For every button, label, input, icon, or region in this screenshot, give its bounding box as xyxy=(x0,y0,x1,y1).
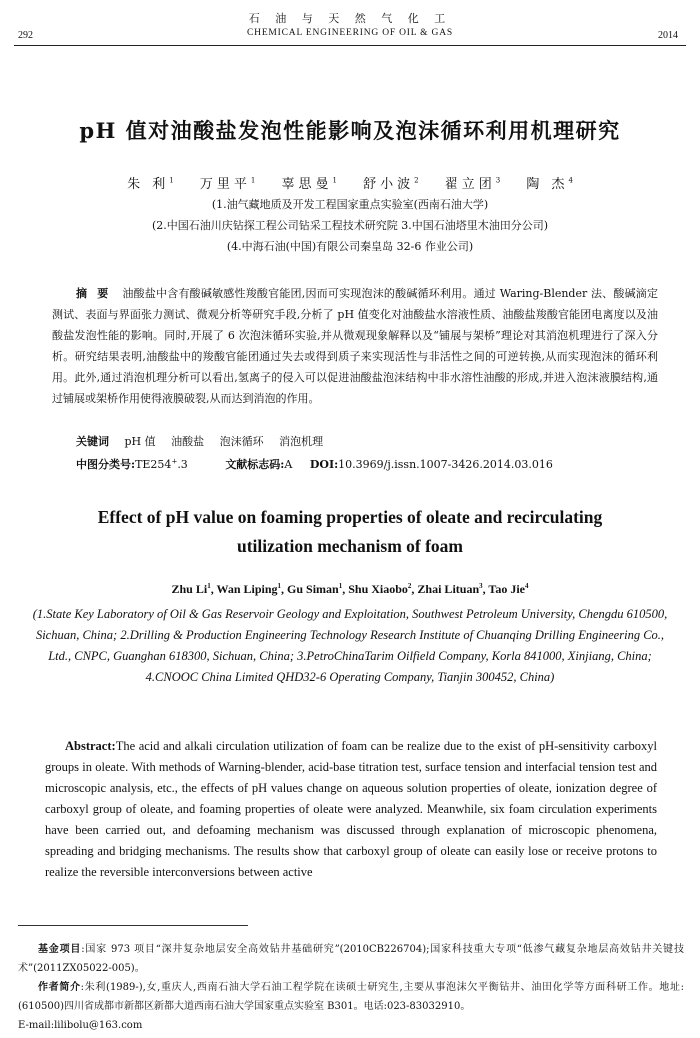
abstract-cn-label: 摘要 xyxy=(76,287,119,300)
clc-suffix: .3 xyxy=(177,458,188,471)
title-cn: pH 值对油酸盐发泡性能影响及泡沫循环利用机理研究 xyxy=(79,118,621,143)
title-en xyxy=(0,503,700,561)
title-en-line-2: utilization mechanism of foam xyxy=(236,536,464,556)
keyword: pH 值 xyxy=(124,435,156,448)
author-en: Gu Siman$^1$ xyxy=(287,582,343,596)
abstract-cn-text: 油酸盐中含有酸碱敏感性羧酸官能团,因而可实现泡沫的酸碱循环利用。通过 Waring-Blender 法、酸碱滴定测试、表面与界面张力测试、微观分析等研究手段,分析了 pH 值变化对油酸盐水溶液性质、油酸盐羧酸官能团电离度以及油酸盐发泡性能的影响。同时,开展了 6 次泡沫循环实验,并从微观现象解释以及“铺展与架桥”理论对其消泡机理进行了深入分析。研究结果表明,油酸盐中的羧酸官能团通过失去或得到质子来实现活性与非活性之间的可逆转换,从而实现泡沫的循环利用。此外,通过消泡机理分析可以看出,氢离子的侵入可以促进油酸盐泡沫结构中非水溶性油酸的形成,并进入泡沫液膜结构,通过铺展或架桥作用使得液膜破裂,从而达到消泡的作用。 xyxy=(52,287,658,405)
abstract-cn xyxy=(52,283,658,409)
author-en: Wan Liping$^1$ xyxy=(216,582,282,596)
clc-value: TE254 xyxy=(135,458,172,471)
doi-value: 10.3969/j.issn.1007-3426.2014.03.016 xyxy=(338,458,553,471)
affiliation-cn-1: (1.油气藏地质及开发工程国家重点实验室(西南石油大学) xyxy=(211,198,489,211)
title-en-line-1: Effect of pH value on foaming properties of oleate and recirculating xyxy=(97,507,603,527)
clc-sup: + xyxy=(171,457,178,466)
authors-cn xyxy=(0,173,700,192)
author-en: Zhai Lituan$^3$ xyxy=(417,582,483,596)
funding-text: :国家 973 项目“深井复杂地层安全高效钻井基础研究”(2010CB226704);国家科技重大专项“低渗气藏复杂地层高效钻井关键技术”(2011ZX05022-005)。 xyxy=(18,944,684,974)
author-cn: 辜思曼$^1$ xyxy=(281,176,337,192)
doc-code-value: A xyxy=(284,458,293,471)
publication-year: 2014 xyxy=(658,30,678,41)
keywords xyxy=(76,433,323,449)
keyword: 油酸盐 xyxy=(171,435,205,448)
abstract-en-label: Abstract: xyxy=(65,739,116,753)
running-header xyxy=(0,12,700,40)
journal-name-cn: 石 油 与 天 然 气 化 工 xyxy=(248,12,452,25)
doc-code-label: 文献标志码: xyxy=(225,458,285,471)
header-rule xyxy=(14,45,686,46)
funding-label: 基金项目 xyxy=(38,944,82,955)
affiliations-en: (1.State Key Laboratory of Oil & Gas Reservoir Geology and Exploitation, Southwest Petroleum University, Chengdu 610500, Sichuan, China; 2.Drilling & Production Engineering Technology Research Institute of Chuanqing Drilling Engineering Co., Ltd., CNPC, Guanghan 618300, Sichuan, China; 3.PetroChinaTarim Oilfield Company, Korla 841000, Xinjiang, China; 4.CNOOC China Limited QHD32-6 Operating Company, Tianjin 300452, China) xyxy=(32,607,668,684)
affiliation-cn-3: (4.中海石油(中国)有限公司秦皇岛 32-6 作业公司) xyxy=(226,240,474,253)
keyword: 泡沫循环 xyxy=(219,435,264,448)
classification-line xyxy=(76,456,553,472)
author-bio-label: 作者简介 xyxy=(38,982,81,993)
author-cn: 翟立团$^3$ xyxy=(444,176,501,192)
footnote-author xyxy=(18,978,684,1016)
author-en: Shu Xiaobo$^2$ xyxy=(348,582,412,596)
author-cn: 万里平$^1$ xyxy=(199,176,256,192)
clc-label: 中图分类号: xyxy=(76,458,136,471)
page-number: 292 xyxy=(18,30,33,41)
journal-name-en: CHEMICAL ENGINEERING OF OIL & GAS xyxy=(247,28,453,38)
footnote-rule xyxy=(18,925,248,926)
author-cn: 舒小波$^2$ xyxy=(363,176,419,192)
keywords-label: 关键词 xyxy=(76,435,109,448)
author-en: Tao Jie$^4$ xyxy=(488,582,529,596)
abstract-en-text: The acid and alkali circulation utilization of foam can be realize due to the exist of pH-sensitivity carboxyl groups in oleate. With methods of Warning-blender, acid-base titration test, surface tension and interfacial tension test and microscopic analysis, etc., the effects of pH values change on aqueous solution properties of oleate, ionization degree of carboxyl group of oleate, and foaming properties of oleate were analyzed. Meanwhile, six foam circulation experiments have been carried out, and defoaming mechanism was discussed through explanation of microscopic phenomena, spreading and bridging mechanisms. The results show that carboxyl group of oleate can easily lose or receive protons to realize the reversible interconversions between active xyxy=(45,739,657,879)
affiliation-cn-2: (2.中国石油川庆钻探工程公司钻采工程技术研究院 3.中国石油塔里木油田分公司) xyxy=(151,219,549,232)
footnote-funding xyxy=(18,940,684,978)
author-cn: 朱 利$^1$ xyxy=(127,176,174,192)
footnote-email: E-mail:lilibolu@163.com xyxy=(18,1020,143,1031)
doi-label: DOI: xyxy=(309,458,339,471)
abstract-en xyxy=(45,736,657,883)
authors-en: Zhu Li$^1$, Wan Liping$^1$, Gu Siman$^1$, Shu Xiaobo$^2$, Zhai Lituan$^3$, Tao Jie$^4$ xyxy=(171,582,529,596)
footnotes xyxy=(18,940,684,1035)
author-en: Zhu Li$^1$ xyxy=(171,582,211,596)
keyword: 消泡机理 xyxy=(279,435,324,448)
author-bio-text: :朱利(1989-),女,重庆人,西南石油大学石油工程学院在读硕士研究生,主要从事泡沫欠平衡钻井、油田化学等方面科研工作。地址:(610500)四川省成都市新都区新都大道西南石油大学国家重点实验室 B301。电话:023-83032910。 xyxy=(18,982,685,1012)
author-cn: 陶 杰$^4$ xyxy=(526,176,573,192)
